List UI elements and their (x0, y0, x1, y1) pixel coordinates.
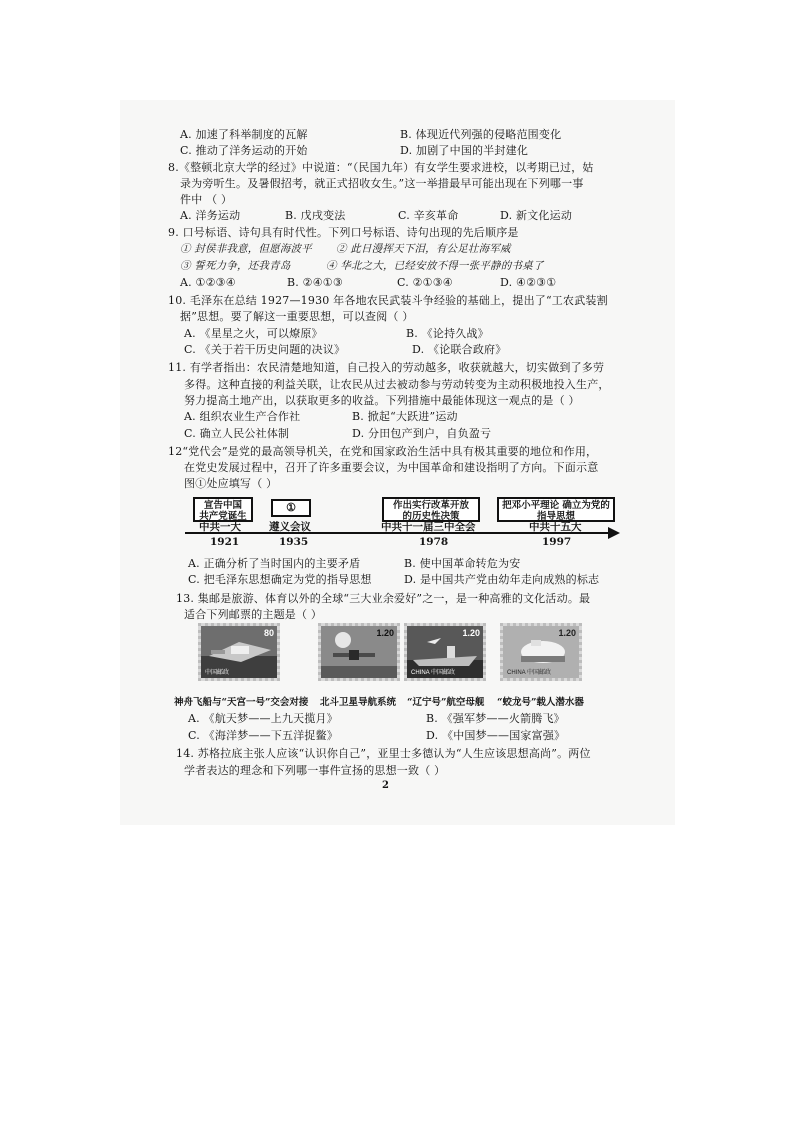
timeline-year-3: 1978 (419, 536, 449, 548)
q12-stem-line2: 在党史发展过程中，召开了许多重要会议，为中国革命和建设指明了方向。下面示意 (184, 461, 599, 474)
q14-stem-line2: 学者表达的理念和下列哪一事件宣扬的思想一致（ ） (184, 764, 446, 777)
q14-stem-line1: 14. 苏格拉底主张人应该“认识你自己”，亚里士多德认为“人生应该思想高尚”。两位 (176, 747, 591, 760)
q10-option-a: A. 《星星之火，可以燎原》 (184, 327, 323, 340)
q7-option-b: B. 体现近代列强的侵略范围变化 (400, 128, 562, 141)
stamp-3-value: 1.20 (462, 628, 480, 638)
q10-option-d: D. 《论联合政府》 (412, 343, 507, 356)
q10-option-c: C. 《关于若干历史问题的决议》 (184, 343, 346, 356)
q11-stem-line2: 多得。这种直接的利益关联，让农民从过去被动参与劳动转变为主动积极地投入生产， (184, 378, 610, 391)
stamp-jiaolong (500, 623, 582, 681)
q11-option-b: B. 掀起“大跃进”运动 (352, 410, 458, 423)
stamp-caption-1: 神舟飞船与“天宫一号”交会对接 (174, 697, 309, 708)
q11-option-a: A. 组织农业生产合作社 (184, 410, 301, 423)
q13-stem-line1: 13. 集邮是旅游、体育以外的全球“三大业余爱好”之一，是一种高雅的文化活动。最 (176, 592, 591, 605)
q9-option-c: C. ②①③④ (397, 276, 453, 289)
q10-option-b: B. 《论持久战》 (406, 327, 489, 340)
stamp-3-tag: CHINA 中国邮政 (411, 670, 456, 676)
timeline-label-3: 中共十一届三中全会 (381, 521, 476, 533)
q13-option-b: B. 《强军梦——火箭腾飞》 (426, 712, 565, 725)
q10-stem-line2: 据”思想。要了解这一重要思想，可以查阅（ ） (180, 310, 414, 323)
stamp-beidou (318, 623, 400, 681)
q9-item-2: ② 此日漫挥天下泪，有公足壮海军威 (336, 243, 511, 255)
q8-option-a: A. 洋务运动 (180, 209, 241, 222)
stamp-caption-3: “辽宁号”航空母舰 (407, 697, 485, 708)
q13-option-d: D. 《中国梦——国家富强》 (426, 729, 566, 742)
page-number: 2 (382, 780, 389, 791)
q12-option-a: A. 正确分析了当时国内的主要矛盾 (188, 557, 361, 570)
q8-stem-line1: 8.《整顿北京大学的经过》中说道：“（民国九年）有女学生要求进校，以考期已过，姑 (168, 161, 594, 174)
timeline-box-2: ① (271, 499, 311, 517)
q11-stem-line1: 11. 有学者指出：农民清楚地知道，自己投入的劳动越多，收获就越大，切实做到了多劳 (168, 361, 605, 374)
stamp-caption-2: 北斗卫星导航系统 (320, 697, 397, 708)
stamp-2-value: 1.20 (376, 628, 394, 638)
stamp-1-tag: 中国邮政 (205, 670, 230, 676)
q12-option-b: B. 使中国革命转危为安 (404, 557, 521, 570)
q11-stem-line3: 努力提高土地产出，以获取更多的收益。下列措施中最能体现这一观点的是（ ） (184, 394, 580, 407)
timeline-box-1: 宣告中国 共产党诞生 (193, 497, 253, 522)
stamp-4-value: 1.20 (558, 628, 576, 638)
q11-option-c: C. 确立人民公社体制 (184, 427, 290, 440)
q8-option-b: B. 戊戌变法 (285, 209, 346, 222)
q13-option-a: A. 《航天梦——上九天揽月》 (188, 712, 338, 725)
timeline-year-4: 1997 (542, 536, 572, 548)
q9-item-4: ④ 华北之大，已经安放不得一张平静的书桌了 (326, 260, 544, 272)
q13-stem-line2: 适合下列邮票的主题是（ ） (184, 608, 323, 621)
stamp-caption-4: “蛟龙号”载人潜水器 (497, 697, 584, 708)
q12-option-c: C. 把毛泽东思想确定为党的指导思想 (188, 573, 372, 586)
q8-stem-line2: 录为旁听生。及暑假招考，就正式招收女生。”这一举措最早可能出现在下列哪一事 (180, 177, 584, 190)
q12-option-d: D. 是中国共产党由幼年走向成熟的标志 (404, 573, 600, 586)
q8-option-c: C. 辛亥革命 (398, 209, 459, 222)
q9-stem: 9. 口号标语、诗句具有时代性。下列口号标语、诗句出现的先后顺序是 (168, 226, 519, 239)
timeline-year-2: 1935 (279, 536, 309, 548)
q12-stem-line1: 12“党代会”是党的最高领导机关，在党和国家政治生活中具有极其重要的地位和作用， (168, 445, 598, 458)
timeline-axis (185, 532, 610, 534)
stamp-1-value: 80 (263, 628, 274, 638)
stamp-shenzhou-tiangong (198, 623, 280, 681)
q7-option-d: D. 加剧了中国的半封建化 (400, 144, 529, 157)
q11-option-d: D. 分田包产到户，自负盈亏 (352, 427, 492, 440)
q8-option-d: D. 新文化运动 (500, 209, 573, 222)
timeline-label-2: 遵义会议 (269, 521, 311, 533)
stamp-liaoning (404, 623, 486, 681)
timeline-label-1: 中共一大 (199, 521, 241, 533)
q8-stem-line3: 件中 （ ） (180, 193, 233, 206)
q7-option-c: C. 推动了洋务运动的开始 (180, 144, 308, 157)
q13-option-c: C. 《海洋梦——下五洋捉鳖》 (188, 729, 339, 742)
q10-stem-line1: 10. 毛泽东在总结 1927—1930 年各地农民武装斗争经验的基础上，提出了“工农武装割 (168, 294, 608, 307)
timeline-box-4: 把邓小平理论 确立为党的指导思想 (497, 497, 615, 522)
q9-option-b: B. ②④①③ (287, 276, 343, 289)
q9-option-a: A. ①②③④ (180, 276, 236, 289)
timeline-box-3: 作出实行改革开放 的历史性决策 (382, 497, 480, 522)
timeline-arrow (608, 527, 620, 539)
q9-item-1: ① 封侯非我意，但愿海波平 (180, 243, 312, 255)
timeline-label-4: 中共十五大 (529, 521, 582, 533)
timeline-year-1: 1921 (210, 536, 240, 548)
q7-option-a: A. 加速了科举制度的瓦解 (180, 128, 308, 141)
stamp-4-tag: CHINA 中国邮政 (507, 670, 552, 676)
q12-stem-line3: 图①处应填写（ ） (184, 477, 278, 490)
party-congress-timeline (185, 492, 625, 552)
q9-option-d: D. ④②③① (500, 276, 557, 289)
q9-item-3: ③ 誓死力争，还我青岛 (180, 260, 291, 272)
